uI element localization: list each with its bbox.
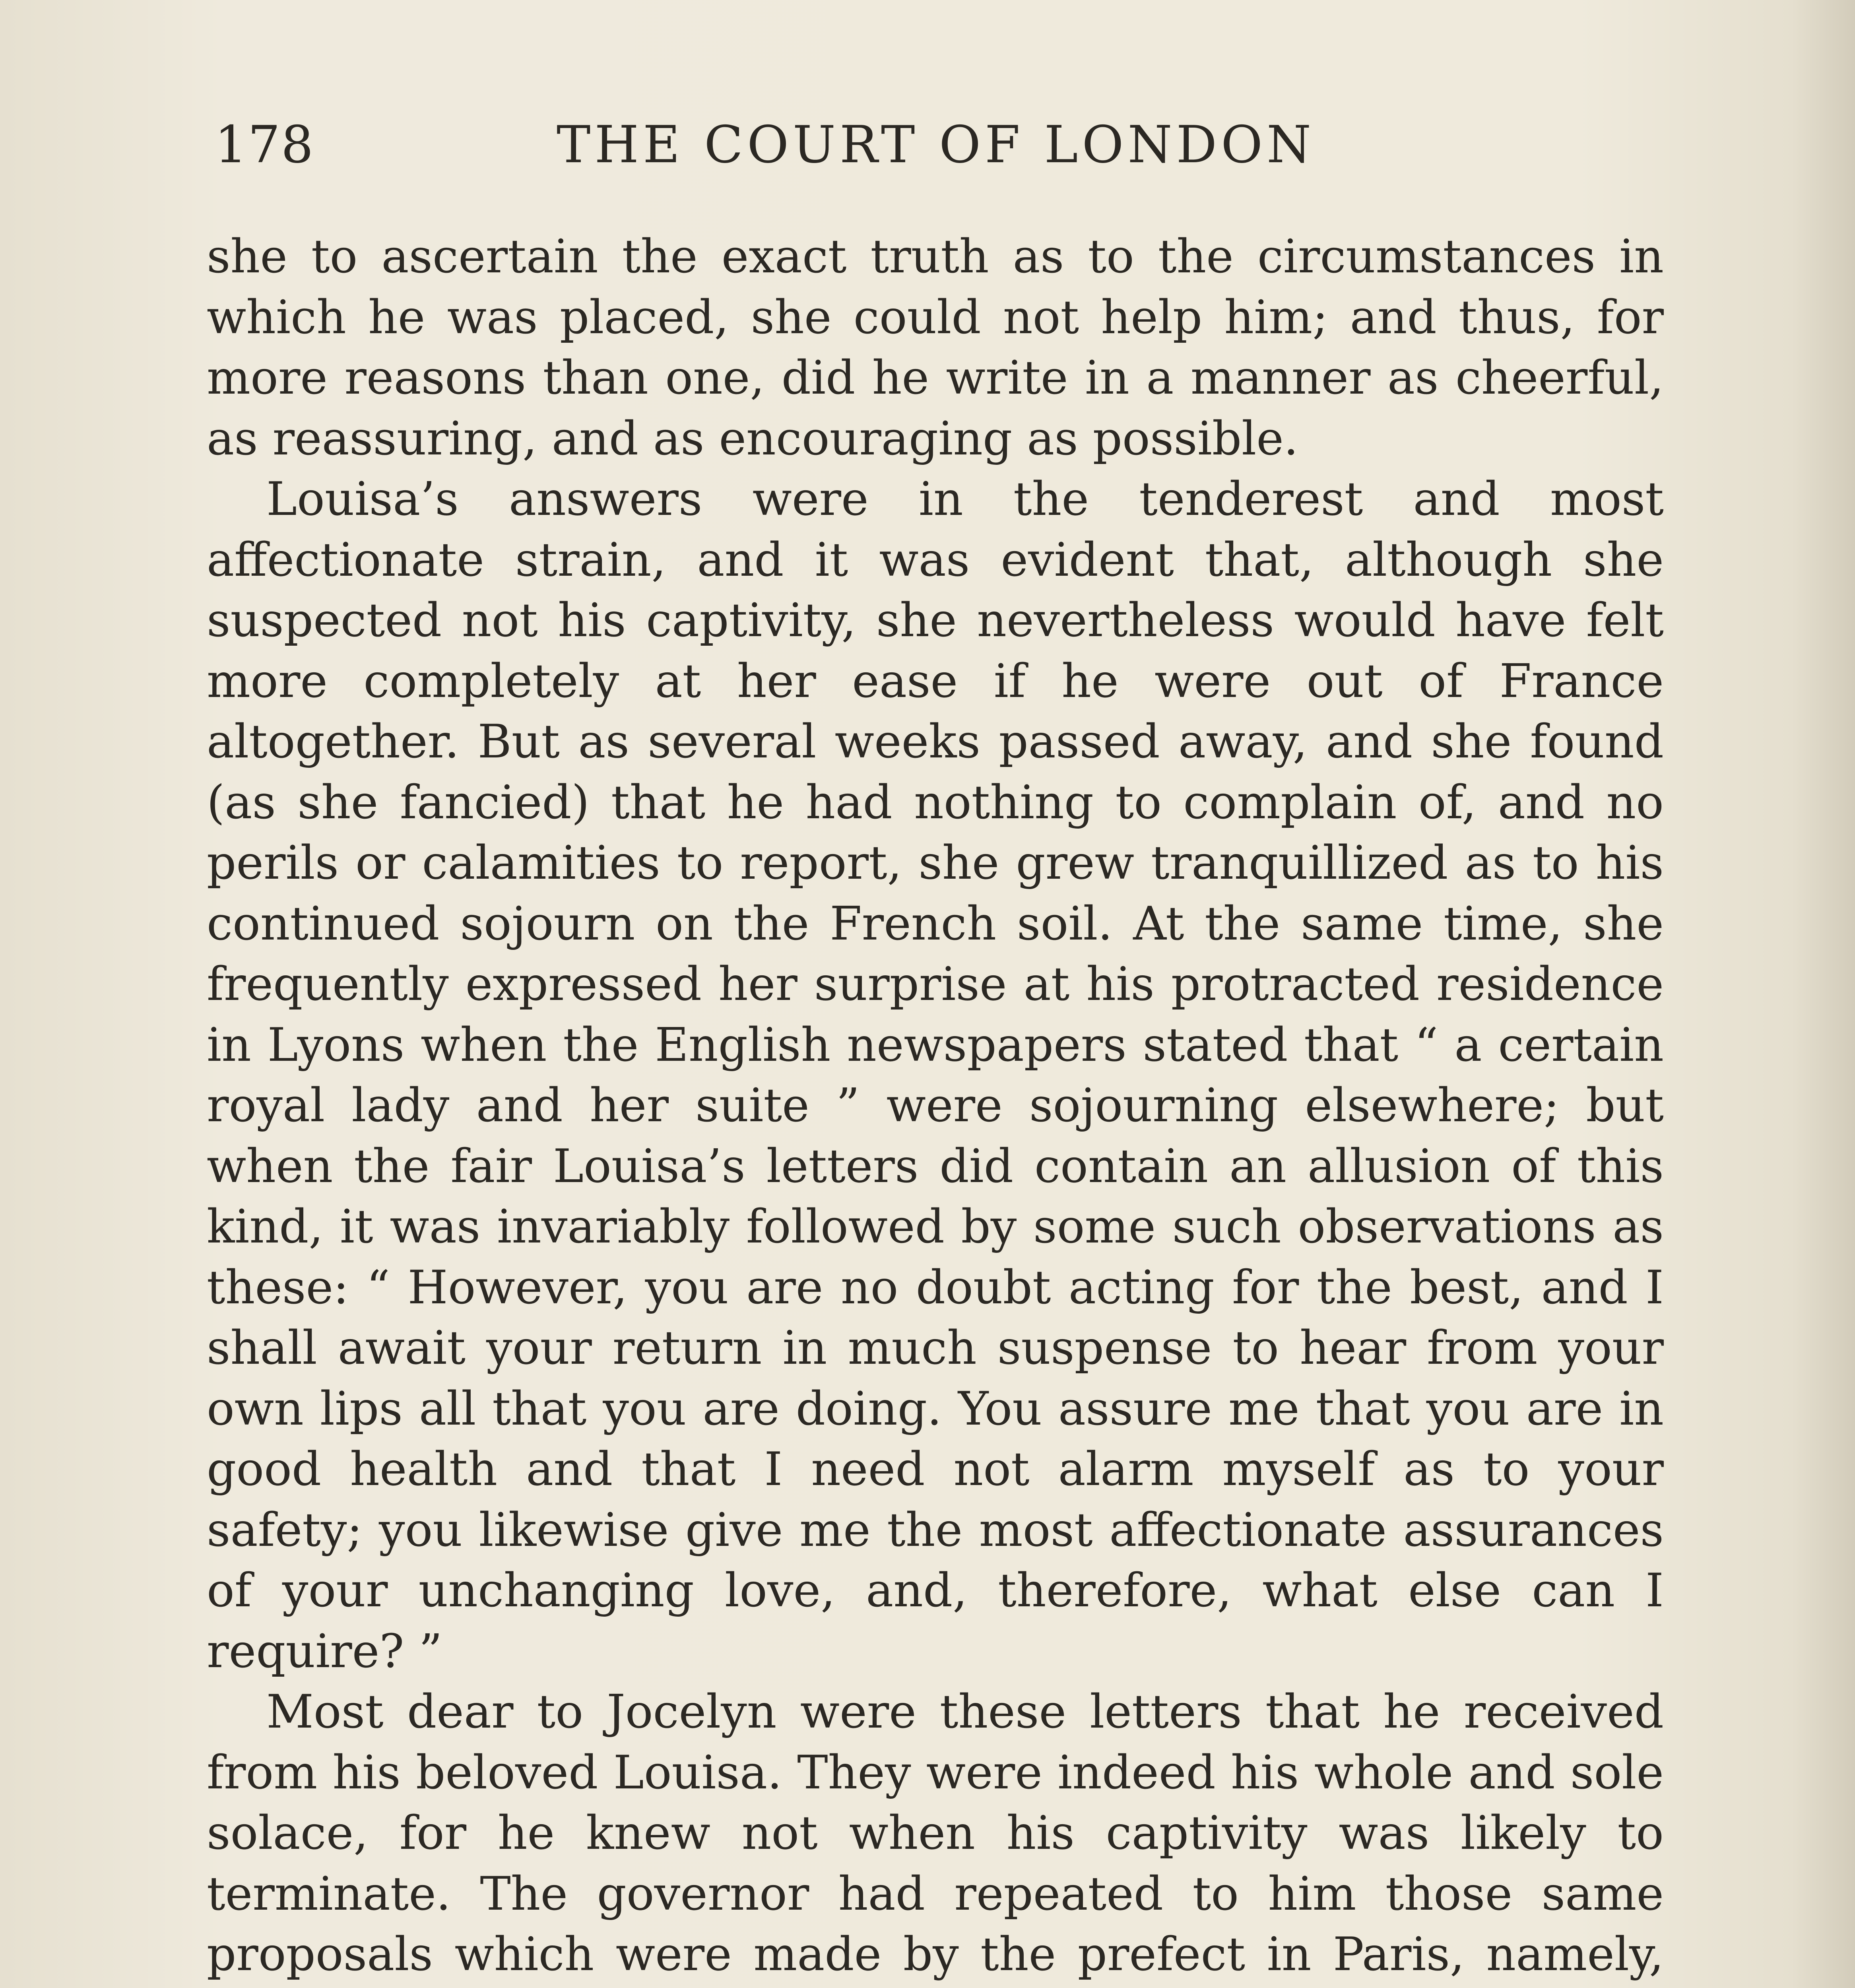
- paragraph-2: Louisa’s answers were in the tenderest and most affectionate strain, and it was evident that, although she suspected not his captivity, she nevertheless would have felt more completely at her ease if he were out of France altogether. But as several weeks passed away, and she found (as she fancied) that he had nothing to complain of, and no perils or calamities to report, she grew tranquillized as to his continued sojourn on the French soil. At the same time, she frequently expressed her surprise at his protracted residence in Lyons when the English newspapers stated that “ a certain royal lady and her suite ” were sojourning elsewhere; but when the fair Louisa’s letters did contain an allusion of this kind, it was invariably followed by some such observations as these: “ However, you are no doubt acting for the best, and I shall await your return in much suspense to hear from your own lips all that you are doing. You assure me that you are in good health and that I need not alarm myself as to your safety; you likewise give me the most affectionate assurances of your unchanging love, and, therefore, what else can I require? ”: [207, 472, 1664, 1678]
- paragraph-3: Most dear to Jocelyn were these letters that he received from his beloved Louisa. They were indeed his whole and sole solace, for he knew not when his captivity was likely to terminate. The governor had repeated to him those same proposals which were made by the prefect in Paris, namely,: [207, 1685, 1664, 1981]
- page-number: 178: [215, 115, 314, 175]
- body-text: [207, 227, 1664, 1988]
- paragraph-1: she to ascertain the exact truth as to the circumstances in which he was placed, she could not help him; and thus, for more reasons than one, did he write in a manner as cheerful, as reassuring, and as encouraging as possible.: [207, 230, 1664, 466]
- book-page: [207, 115, 1664, 1988]
- running-title: THE COURT OF LONDON: [557, 115, 1315, 175]
- page-edge-shadow: [1791, 0, 1855, 1988]
- page-header: [207, 115, 1664, 191]
